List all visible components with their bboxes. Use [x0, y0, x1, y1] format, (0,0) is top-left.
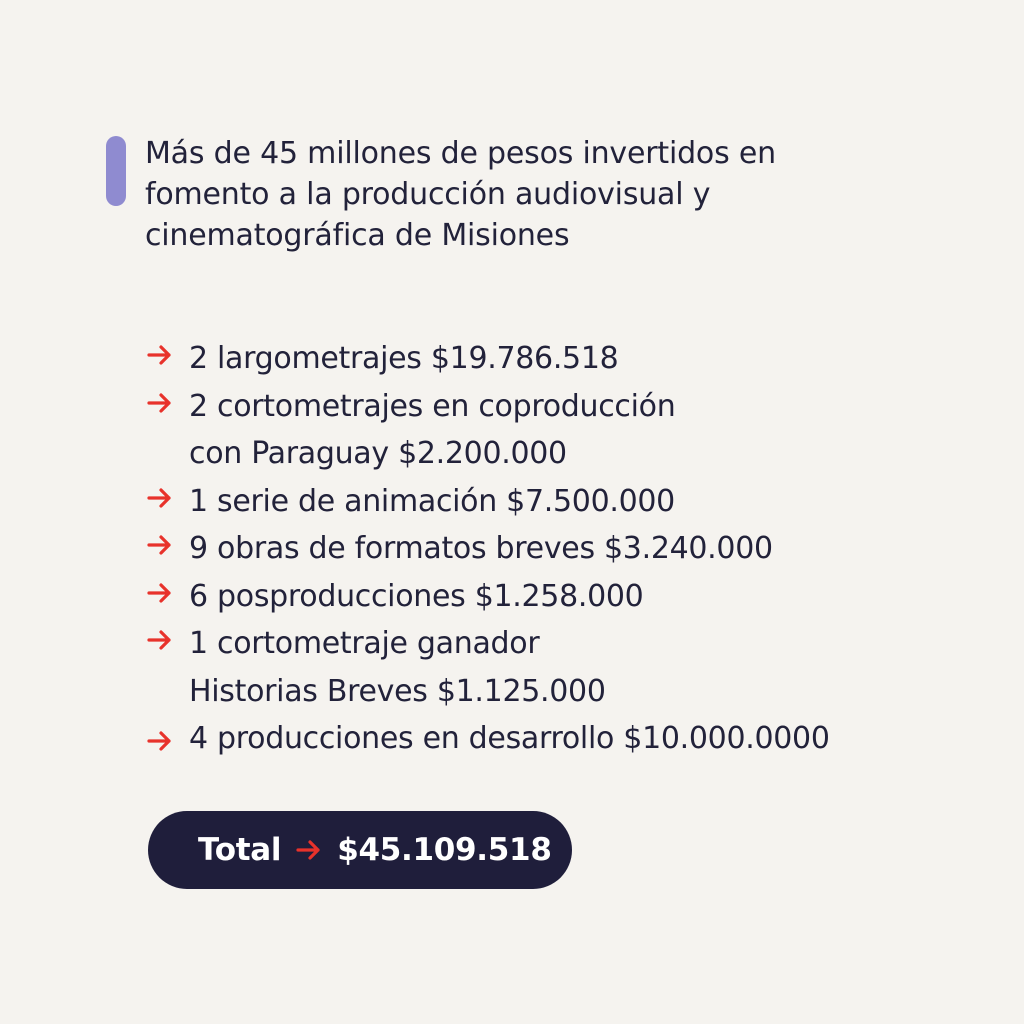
list-item-text: 2 largometrajes $19.786.518	[189, 341, 619, 376]
list-item-text: con Paraguay $2.200.000	[189, 436, 567, 471]
arrow-right-icon	[146, 628, 174, 652]
arrow-right-icon	[295, 838, 323, 862]
total-label: Total	[198, 832, 282, 868]
headline-line: cinematográfica de Misiones	[145, 218, 570, 253]
accent-bar	[106, 136, 126, 206]
arrow-right-icon	[146, 486, 174, 510]
arrow-right-icon	[146, 533, 174, 557]
list-item	[146, 525, 830, 573]
total-value: $45.109.518	[337, 832, 552, 868]
arrow-right-icon	[146, 391, 174, 415]
list-item	[146, 573, 830, 621]
headline	[145, 133, 905, 256]
headline-line: fomento a la producción audiovisual y	[145, 177, 711, 212]
list-item	[146, 715, 830, 763]
headline-line: Más de 45 millones de pesos invertidos en	[145, 136, 776, 171]
list-item	[146, 383, 830, 478]
list-item	[146, 478, 830, 526]
list-item	[146, 335, 830, 383]
total-pill	[148, 811, 572, 889]
list-item-text: 2 cortometrajes en coproducción	[189, 388, 676, 424]
list-item-text: 4 producciones en desarrollo $10.000.0000	[189, 721, 830, 756]
list-item-text: Historias Breves $1.125.000	[189, 673, 606, 709]
list-item-text: 1 cortometraje ganador	[189, 626, 540, 661]
arrow-right-icon	[146, 729, 174, 753]
arrow-right-icon	[146, 343, 174, 367]
list-item-text: 9 obras de formatos breves $3.240.000	[189, 531, 773, 566]
list-item	[146, 620, 830, 715]
list-item-text: 1 serie de animación $7.500.000	[189, 483, 675, 519]
investment-list	[146, 335, 830, 763]
list-item-text: 6 posproducciones $1.258.000	[189, 578, 644, 614]
arrow-right-icon	[146, 581, 174, 605]
